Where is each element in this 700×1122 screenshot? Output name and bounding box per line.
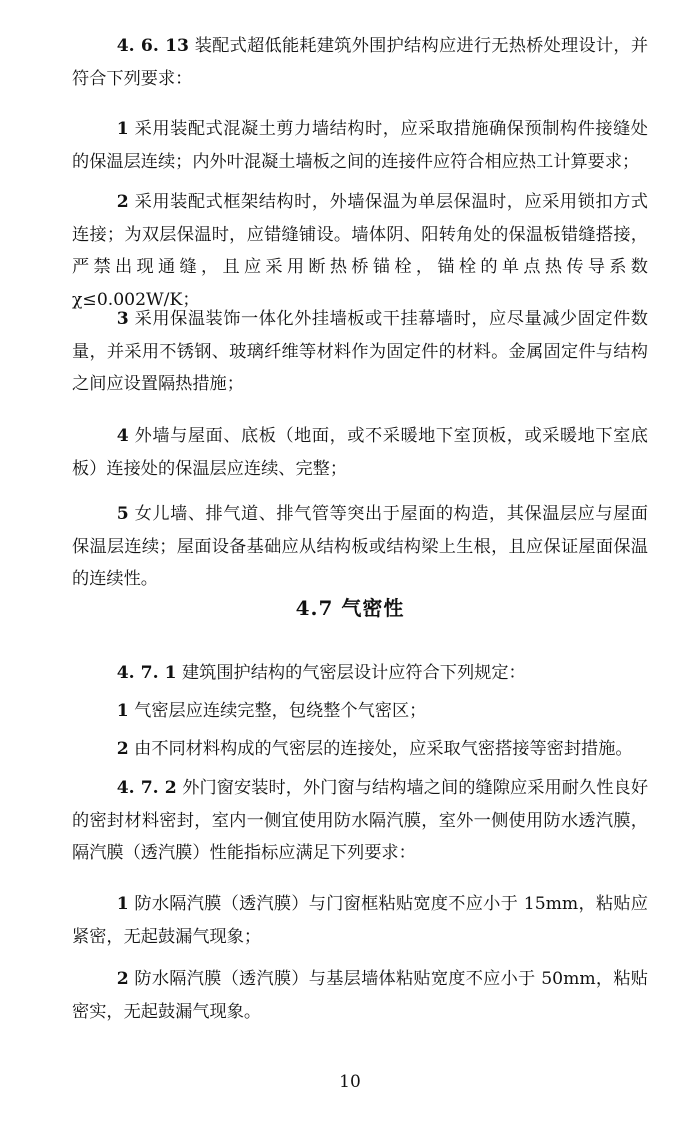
item-text: 女儿墙、排气道、排气管等突出于屋面的构造，其保温层应与屋面保温层连续；屋面设备基础应从结构板或结构梁上生根，且应保证屋面保温的连续性。: [72, 504, 648, 589]
list-item: [72, 888, 648, 953]
item-number: 2: [116, 192, 129, 212]
list-item: [72, 420, 648, 485]
item-text: 外墙与屋面、底板（地面，或不采暖地下室顶板，或采暖地下室底板）连接处的保温层应连续、完整；: [72, 426, 648, 479]
clause-4-6-13: [72, 30, 648, 95]
list-item: [72, 113, 648, 178]
item-number: 5: [116, 504, 129, 524]
clause-number: 4. 6. 13: [116, 36, 190, 56]
list-item: [72, 498, 648, 596]
list-item: [72, 186, 648, 316]
item-text: 气密层应连续完整，包绕整个气密区；: [128, 701, 427, 721]
page-number: 10: [339, 1072, 361, 1092]
item-number: 1: [116, 119, 129, 139]
item-number: 4: [116, 426, 129, 446]
list-item: [72, 963, 648, 1028]
item-number: 3: [116, 309, 129, 329]
item-text: 采用保温装饰一体化外挂墙板或干挂幕墙时，应尽量减少固定件数量，并采用不锈钢、玻璃纤维等材料作为固定件的材料。金属固定件与结构之间应设置隔热措施；: [72, 309, 648, 394]
clause-4-7-2: [72, 772, 648, 870]
clause-text: 装配式超低能耗建筑外围护结构应进行无热桥处理设计，并符合下列要求：: [72, 36, 649, 89]
item-text: 防水隔汽膜（透汽膜）与门窗框粘贴宽度不应小于 15mm，粘贴应紧密，无起鼓漏气现象；: [72, 894, 648, 947]
item-number: 2: [116, 739, 129, 759]
list-item: [72, 303, 648, 401]
list-item: [72, 695, 648, 728]
item-text: 采用装配式框架结构时，外墙保温为单层保温时，应采用锁扣方式连接；为双层保温时，应错缝铺设。墙体阴、阳转角处的保温板错缝搭接，严禁出现通缝，且应采用断热桥锚栓，锚栓的单点热传导系数χ≤0.002W/K；: [72, 192, 648, 310]
item-text: 防水隔汽膜（透汽膜）与基层墙体粘贴宽度不应小于 50mm，粘贴密实，无起鼓漏气现象。: [72, 969, 648, 1022]
item-number: 2: [116, 969, 129, 989]
section-heading: 4.7 气密性: [295, 596, 405, 620]
item-text: 由不同材料构成的气密层的连接处，应采取气密搭接等密封措施。: [128, 739, 633, 759]
item-text: 采用装配式混凝土剪力墙结构时，应采取措施确保预制构件接缝处的保温层连续；内外叶混凝土墙板之间的连接件应符合相应热工计算要求；: [72, 119, 648, 172]
clause-number: 4. 7. 2: [116, 778, 177, 798]
clause-number: 4. 7. 1: [116, 663, 177, 683]
clause-4-7-1: [72, 657, 648, 690]
item-number: 1: [116, 894, 129, 914]
item-number: 1: [116, 701, 129, 721]
clause-text: 建筑围护结构的气密层设计应符合下列规定：: [176, 663, 526, 683]
clause-text: 外门窗安装时，外门窗与结构墙之间的缝隙应采用耐久性良好的密封材料密封，室内一侧宜使用防水隔汽膜，室外一侧使用防水透汽膜，隔汽膜（透汽膜）性能指标应满足下列要求：: [72, 778, 649, 863]
list-item: [72, 733, 648, 766]
